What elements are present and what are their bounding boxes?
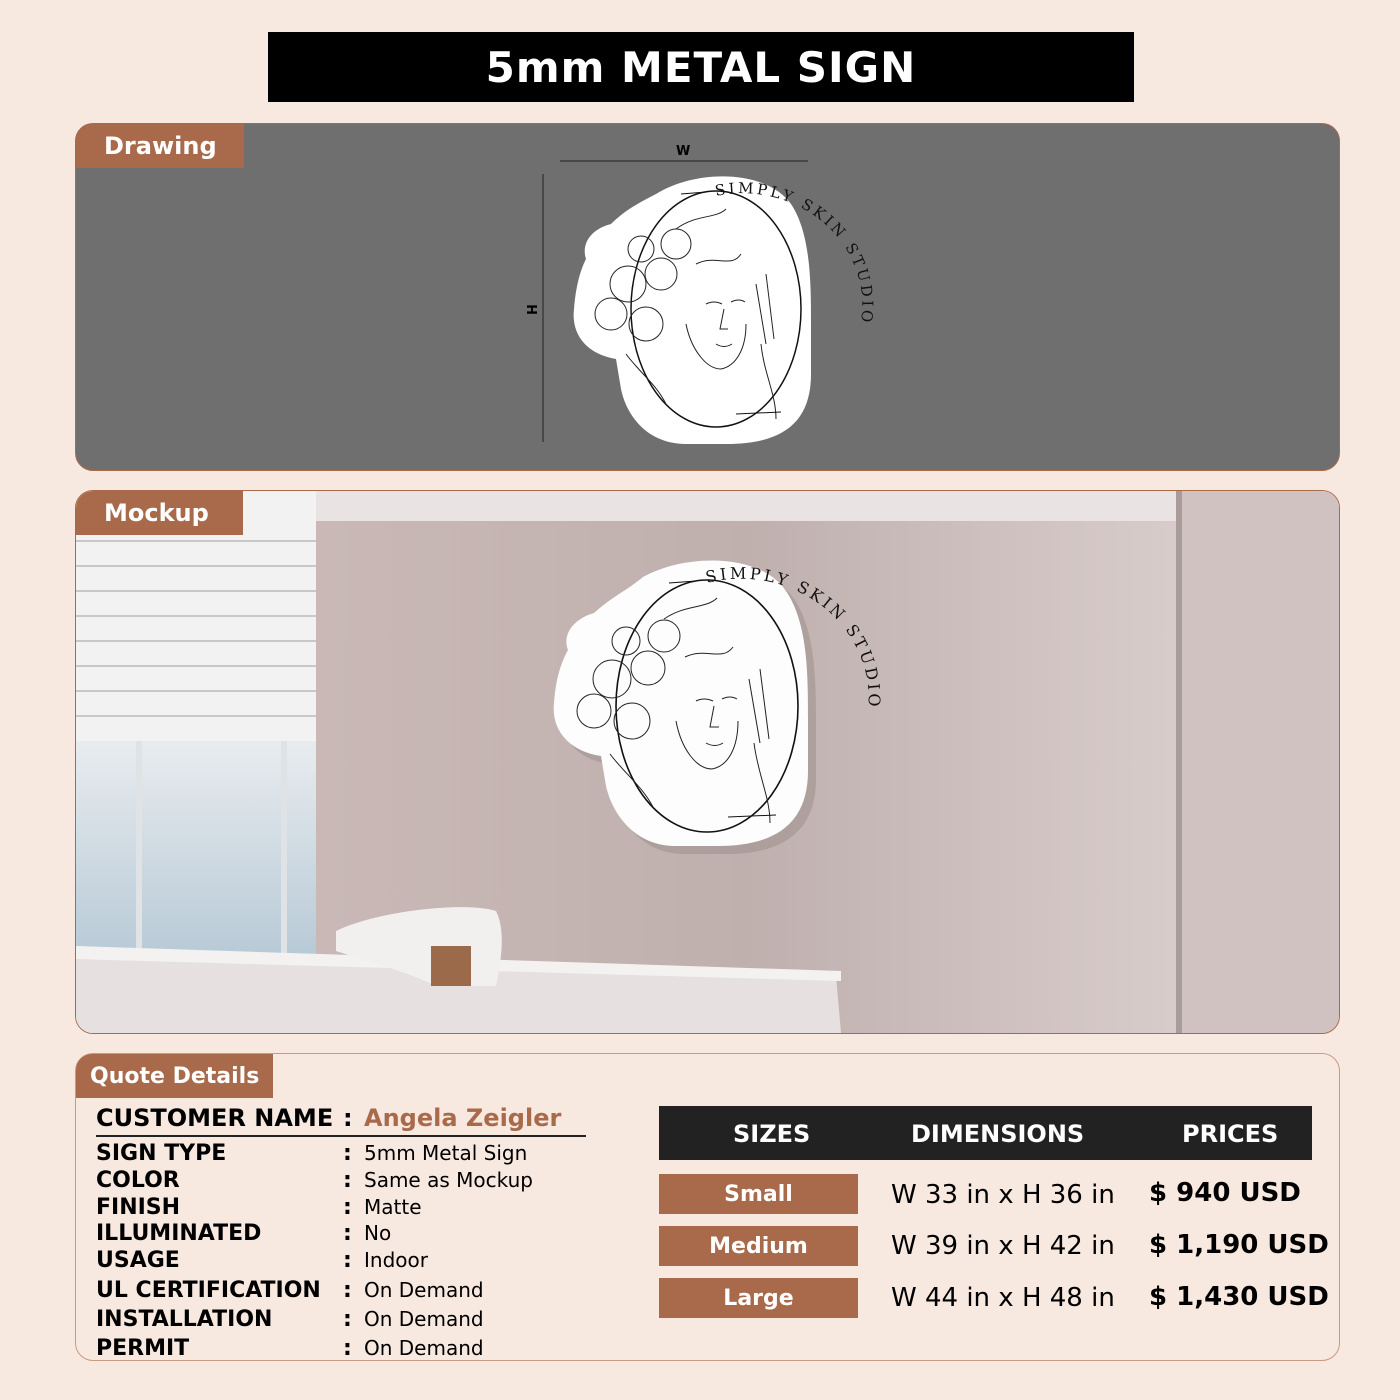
sizes-header: SIZES (733, 1120, 811, 1148)
drawing-panel (75, 123, 1340, 471)
width-label: W (676, 144, 691, 159)
drawing-svg (76, 124, 1339, 470)
sign-drawing (574, 176, 877, 444)
customer-label: CUSTOMER NAME (96, 1104, 334, 1132)
prices-header: PRICES (1182, 1120, 1279, 1148)
dimensions-medium: W 39 in x H 42 in (891, 1231, 1115, 1261)
dimensions-header: DIMENSIONS (911, 1120, 1085, 1148)
customer-name: Angela Zeigler (364, 1104, 562, 1132)
dimensions-large: W 44 in x H 48 in (891, 1283, 1115, 1313)
size-small-button[interactable]: Small (659, 1174, 858, 1214)
height-label: H (525, 304, 541, 315)
mockup-panel (75, 490, 1340, 1034)
sign-text-mockup: SIMPLY SKIN STUDIO (703, 563, 884, 710)
page-title: 5mm METAL SIGN (268, 32, 1134, 102)
price-medium: $ 1,190 USD (1149, 1230, 1329, 1260)
price-table-header (659, 1106, 1312, 1160)
size-medium-button[interactable]: Medium (659, 1226, 858, 1266)
price-large: $ 1,430 USD (1149, 1282, 1329, 1312)
quote-panel: Quote Details CUSTOMER NAME : Angela Zeigler SIGN TYPE : 5mm Metal Sign COLOR : Same as Mockup FINISH : Matte ILLUMINATED : No USAGE : Indoor UL CERTIFICATION : On Demand INSTALLATION : On Demand PERMIT : On Demand SIZES DIMENSIONS PRICES Small W 33 in x H 36 in $ 940 USD Medium W 39 in x H 42 in $ 1,190 USD Large W 44 in x H 48 in $ 1,430 USD (75, 1053, 1340, 1361)
size-large-button[interactable]: Large (659, 1278, 858, 1318)
sign-outline (574, 176, 811, 444)
price-small: $ 940 USD (1149, 1178, 1301, 1208)
mockup-scene (76, 491, 1339, 1033)
quote-tab: Quote Details (76, 1054, 273, 1098)
drawing-tab: Drawing (76, 124, 244, 168)
sign-text-drawing: SIMPLY SKIN STUDIO (713, 179, 877, 327)
mockup-tab: Mockup (76, 491, 243, 535)
dimensions-small: W 33 in x H 36 in (891, 1180, 1115, 1210)
customer-divider (96, 1135, 586, 1137)
